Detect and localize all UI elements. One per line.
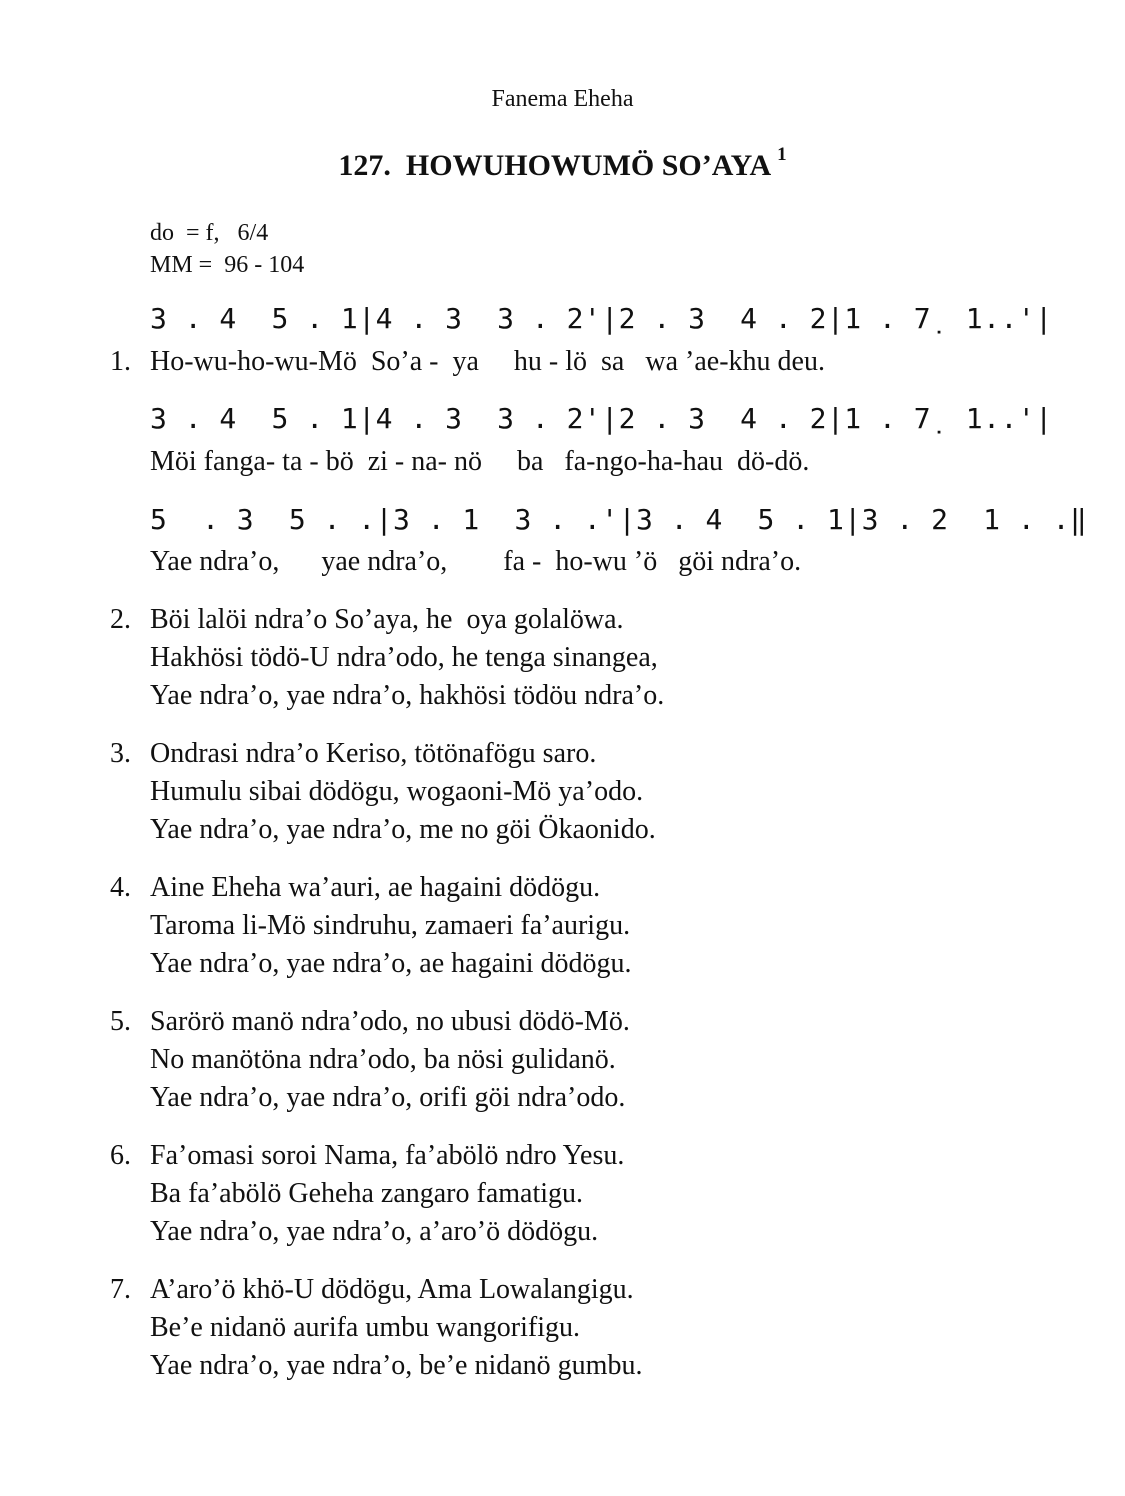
lyric-line-2: Möi fanga- ta - bö zi - na- nö ba fa-ngo-ha-hau dö-dö. (150, 446, 810, 477)
verse-6-line-1: Fa’omasi soroi Nama, fa’abölö ndro Yesu. (150, 1140, 625, 1171)
verse-7-line-1: A’aro’ö khö-U dödögu, Ama Lowalangigu. (150, 1274, 634, 1305)
verse-2-line-2: Hakhösi tödö-U ndra’odo, he tenga sinangea, (150, 642, 658, 673)
verse-number-2: 2. (110, 604, 131, 635)
key-signature: do = f, 6/4 (150, 220, 269, 246)
verse-3-line-1: Ondrasi ndra’o Keriso, tötönafögu saro. (150, 738, 597, 769)
verse-4-line-2: Taroma li-Mö sindruhu, zamaeri fa’aurigu. (150, 910, 631, 941)
verse-4-line-1: Aine Eheha wa’auri, ae hagaini dödögu. (150, 872, 601, 903)
verse-number-5: 5. (110, 1006, 131, 1037)
verse-6-line-2: Ba fa’abölö Geheha zangaro famatigu. (150, 1178, 584, 1209)
notation-line-1: 3 . 4 5 . 1|4 . 3 3 . 2'|2 . 3 4 . 2|1 . 7̣ 1..'| (150, 302, 1053, 335)
verse-number-7: 7. (110, 1274, 131, 1305)
notation-line-2: 3 . 4 5 . 1|4 . 3 3 . 2'|2 . 3 4 . 2|1 . 7̣ 1..'| (150, 402, 1053, 435)
footnote-mark: 1 (777, 144, 787, 165)
verse-3-line-2: Humulu sibai dödögu, wogaoni-Mö ya’odo. (150, 776, 644, 807)
tempo-marking: MM = 96 - 104 (150, 252, 305, 278)
verse-5-line-2: No manötöna ndra’odo, ba nösi gulidanö. (150, 1044, 616, 1075)
verse-7-line-2: Be’e nidanö aurifa umbu wangorifigu. (150, 1312, 580, 1343)
verse-3-line-3: Yae ndra’o, yae ndra’o, me no göi Ökaonido. (150, 814, 656, 845)
notation-line-3: 5 . 3 5 . .|3 . 1 3 . .'|3 . 4 5 . 1|3 . 2 1 . .‖ (150, 503, 1088, 536)
verse-5-line-3: Yae ndra’o, yae ndra’o, orifi göi ndra’odo. (150, 1082, 626, 1113)
verse-number-4: 4. (110, 872, 131, 903)
verse-6-line-3: Yae ndra’o, yae ndra’o, a’aro’ö dödögu. (150, 1216, 599, 1247)
verse-number-1: 1. (110, 346, 131, 377)
verse-4-line-3: Yae ndra’o, yae ndra’o, ae hagaini dödögu. (150, 948, 632, 979)
song-name: HOWUHOWUMÖ SO’AYA (405, 149, 770, 182)
verse-5-line-1: Sarörö manö ndra’odo, no ubusi dödö-Mö. (150, 1006, 630, 1037)
lyric-line-3: Yae ndra’o, yae ndra’o, fa - ho-wu ’ö göi ndra’o. (150, 546, 802, 577)
verse-number-3: 3. (110, 738, 131, 769)
song-number: 127. (338, 149, 391, 182)
lyric-line-1: Ho-wu-ho-wu-Mö So’a - ya hu - lö sa wa ’ae-khu deu. (150, 346, 825, 377)
verse-2-line-3: Yae ndra’o, yae ndra’o, hakhösi tödöu ndra’o. (150, 680, 665, 711)
verse-2-line-1: Böi lalöi ndra’o So’aya, he oya golalöwa. (150, 604, 624, 635)
verse-7-line-3: Yae ndra’o, yae ndra’o, be’e nidanö gumbu. (150, 1350, 643, 1381)
verse-number-6: 6. (110, 1140, 131, 1171)
song-title (0, 144, 1125, 183)
book-title: Fanema Eheha (491, 86, 634, 112)
